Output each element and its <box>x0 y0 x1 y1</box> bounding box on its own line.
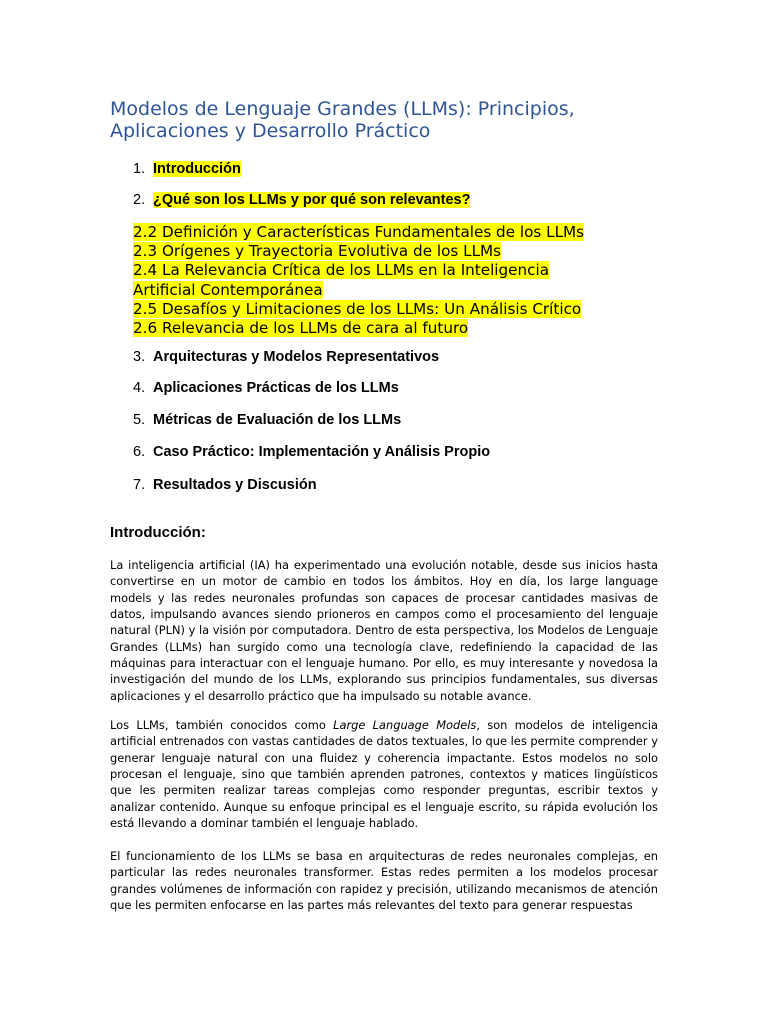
toc-subitem: 2.3 Orígenes y Trayectoria Evolutiva de los LLMs <box>133 242 502 261</box>
toc-item-2 <box>133 191 470 209</box>
toc-item-number: 1. <box>133 161 146 177</box>
toc-item-number: 3. <box>133 349 146 365</box>
toc-item-number: 6. <box>133 444 146 460</box>
toc-item-label: Caso Práctico: Implementación y Análisis Propio <box>153 444 491 460</box>
emphasis-text: Large Language Models <box>333 718 477 732</box>
toc-subitem: 2.2 Definición y Características Fundamentales de los LLMs <box>133 223 585 241</box>
toc-subitem: Artificial Contemporánea <box>133 280 323 299</box>
body-paragraph-1: La inteligencia artificial (IA) ha experimentado una evolución notable, desde sus inicios hasta convertirse en un motor de cambio en todos los ámbitos. Hoy en día, los large language models y las redes neuronales profundas son capaces de procesar cantidades masivas de datos, impulsando avances siendo prioneros en campos como el procesamiento del lenguaje natural (PLN) y la visión por computadora. Dentro de esta perspectiva, los Modelos de Lenguaje Grandes (LLMs) han surgido como una tecnología clave, redefiniendo la capacidad de las máquinas para interactuar con el lenguaje humano. Por ello, es muy interesante y novedosa la investigación del mundo de los LLMs, explorando sus principios fundamentales, sus diversas aplicaciones y el desarrollo práctico que ha impulsado su notable avance. <box>110 558 658 703</box>
toc-item-label: Métricas de Evaluación de los LLMs <box>153 412 402 428</box>
body-paragraph-2: Los LLMs, también conocidos como Large Language Models, son modelos de inteligencia artificial entrenados con vastas cantidades de datos textuales, lo que les permite comprender y generar lenguaje natural con una fluidez y coherencia impactante. Estos modelos no solo procesan el lenguaje, sino que también aprenden patrones, contextos y matices lingüísticos que les permiten realizar tareas complejas como responder preguntas, escribir textos y analizar contenido. Aunque su enfoque principal es el lenguaje escrito, su rápida evolución los está llevando a dominar también el lenguaje hablado. <box>110 718 658 831</box>
toc-item-number: 4. <box>133 380 146 396</box>
section-heading-introduccion: Introducción: <box>110 524 206 541</box>
body-paragraph-3: El funcionamiento de los LLMs se basa en arquitecturas de redes neuronales complejas, en particular las redes neuronales transformer. Estas redes permiten a los modelos procesar grandes volúmenes de información con rapidez y precisión, utilizando mecanismos de atención que les permiten enfocarse en las partes más relevantes del texto para generar respuestas <box>110 849 658 913</box>
toc-item-7 <box>133 476 317 494</box>
toc-item-number: 2. <box>133 192 146 208</box>
toc-subitem: 2.6 Relevancia de los LLMs de cara al futuro <box>133 319 469 338</box>
toc-item-6 <box>133 443 490 461</box>
toc-item-1 <box>133 160 241 178</box>
toc-item-label: ¿Qué son los LLMs y por qué son relevantes? <box>153 192 471 208</box>
toc-item-label: Aplicaciones Prácticas de los LLMs <box>153 380 399 396</box>
toc-subsection-list <box>133 223 653 338</box>
document-title: Modelos de Lenguaje Grandes (LLMs): Principios, Aplicaciones y Desarrollo Práctico <box>110 98 575 142</box>
toc-item-5 <box>133 411 401 429</box>
toc-item-number: 7. <box>133 477 146 493</box>
toc-item-label: Arquitecturas y Modelos Representativos <box>153 349 440 365</box>
toc-subitem: 2.4 La Relevancia Crítica de los LLMs en la Inteligencia <box>133 261 550 280</box>
toc-item-4 <box>133 379 399 397</box>
toc-item-label: Introducción <box>153 161 241 177</box>
toc-item-3 <box>133 348 439 366</box>
toc-item-label: Resultados y Discusión <box>153 477 317 493</box>
toc-item-number: 5. <box>133 412 146 428</box>
toc-subitem: 2.5 Desafíos y Limitaciones de los LLMs: Un Análisis Crítico <box>133 299 582 318</box>
